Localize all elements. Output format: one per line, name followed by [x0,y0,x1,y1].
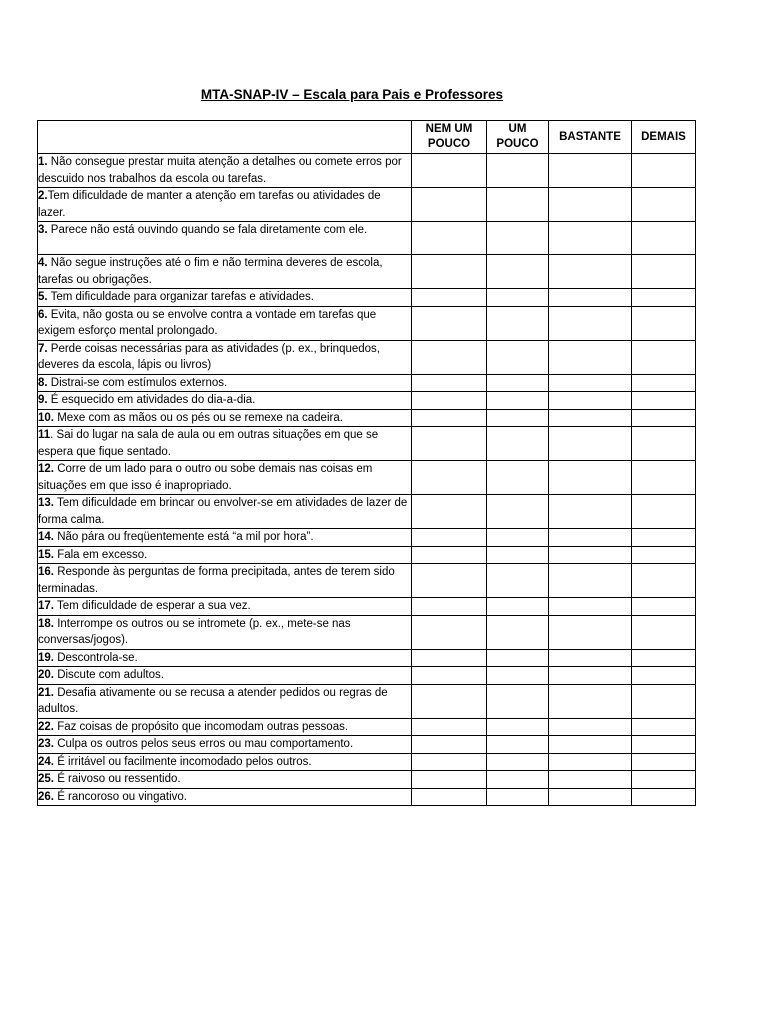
answer-cell-um-pouco[interactable] [487,546,549,564]
table-row [38,649,696,667]
answer-cell-nem-um-pouco[interactable] [412,255,487,289]
item-number: 3. [38,224,48,236]
table-row [38,374,696,392]
answer-cell-demais[interactable] [632,667,696,685]
answer-cell-um-pouco[interactable] [487,598,549,616]
table-row [38,222,696,255]
item-text [38,255,412,289]
item-text [38,154,412,188]
item-text [38,188,412,222]
answer-cell-um-pouco[interactable] [487,427,549,461]
table-row [38,546,696,564]
page-title: MTA-SNAP-IV – Escala para Pais e Professores [200,87,504,102]
column-header-nem-um-pouco [412,121,487,154]
answer-cell-um-pouco[interactable] [487,495,549,529]
item-text [38,615,412,649]
item-description: Discute com adultos. [54,669,164,681]
column-header-um-pouco [487,121,549,154]
answer-cell-nem-um-pouco[interactable] [412,788,487,806]
item-number: 10. [38,411,54,424]
item-text [38,718,412,736]
item-number: 19. [38,651,54,664]
item-number: 25. [38,773,54,785]
answer-cell-demais[interactable] [632,289,696,307]
answer-cell-bastante[interactable] [549,427,632,461]
item-number: 22. [38,720,54,733]
answer-cell-um-pouco[interactable] [487,718,549,736]
answer-cell-bastante[interactable] [549,771,632,789]
item-description: Perde coisas necessárias para as atividades (p. ex., brinquedos, deveres da escola, lápis ou livros) [38,342,380,371]
table-row [38,340,696,374]
item-text [38,529,412,547]
answer-cell-demais[interactable] [632,255,696,289]
answer-cell-nem-um-pouco[interactable] [412,753,487,771]
answer-cell-demais[interactable] [632,427,696,461]
answer-cell-bastante[interactable] [549,667,632,685]
answer-cell-demais[interactable] [632,736,696,754]
item-number: 6. [38,308,48,321]
table-row [38,289,696,307]
answer-cell-nem-um-pouco[interactable] [412,529,487,547]
answer-cell-bastante[interactable] [549,188,632,222]
answer-cell-bastante[interactable] [549,564,632,598]
answer-cell-um-pouco[interactable] [487,340,549,374]
item-description: Tem dificuldade para organizar tarefas e atividades. [47,291,314,303]
item-number: 12. [38,463,54,475]
answer-cell-nem-um-pouco[interactable] [412,222,487,255]
answer-cell-bastante[interactable] [549,392,632,410]
item-description: Evita, não gosta ou se envolve contra a vontade em tarefas que exigem esforço mental prolongado. [38,308,377,337]
answer-cell-demais[interactable] [632,188,696,222]
item-number: 7. [38,342,48,355]
answer-cell-um-pouco[interactable] [487,409,549,427]
item-number: 21. [38,686,54,699]
item-number: 4. [38,257,48,269]
item-text [38,667,412,685]
table-row [38,667,696,685]
header-line: BASTANTE [559,130,621,143]
column-header-bastante [549,121,632,154]
answer-cell-nem-um-pouco[interactable] [412,736,487,754]
item-description: É irritável ou facilmente incomodado pelos outros. [54,755,312,768]
answer-cell-demais[interactable] [632,154,696,188]
item-text [38,753,412,771]
answer-cell-demais[interactable] [632,461,696,495]
answer-cell-nem-um-pouco[interactable] [412,188,487,222]
answer-cell-um-pouco[interactable] [487,564,549,598]
answer-cell-demais[interactable] [632,546,696,564]
item-text [38,461,412,495]
answer-cell-bastante[interactable] [549,222,632,255]
answer-cell-nem-um-pouco[interactable] [412,771,487,789]
item-number: 26. [38,790,54,803]
item-number: 1. [38,156,48,168]
answer-cell-demais[interactable] [632,788,696,806]
item-text [38,222,412,255]
item-description: É raivoso ou ressentido. [54,773,181,785]
table-row [38,718,696,736]
answer-cell-demais[interactable] [632,340,696,374]
answer-cell-nem-um-pouco[interactable] [412,684,487,718]
answer-cell-demais[interactable] [632,306,696,340]
answer-cell-demais[interactable] [632,392,696,410]
answer-cell-demais[interactable] [632,409,696,427]
answer-cell-nem-um-pouco[interactable] [412,495,487,529]
answer-cell-um-pouco[interactable] [487,684,549,718]
answer-cell-demais[interactable] [632,564,696,598]
answer-cell-um-pouco[interactable] [487,374,549,392]
item-text [38,788,412,806]
item-text [38,409,412,427]
answer-cell-um-pouco[interactable] [487,771,549,789]
answer-cell-um-pouco[interactable] [487,154,549,188]
item-text [38,495,412,529]
answer-cell-bastante[interactable] [549,649,632,667]
item-text [38,392,412,410]
item-description: Desafia ativamente ou se recusa a atender pedidos ou regras de adultos. [38,686,388,715]
item-number: 9. [38,394,48,406]
item-text [38,340,412,374]
answer-cell-demais[interactable] [632,615,696,649]
header-line: UM [508,123,527,136]
item-text [38,374,412,392]
answer-cell-demais[interactable] [632,529,696,547]
table-row [38,188,696,222]
item-description: É esquecido em atividades do dia-a-dia. [47,394,256,406]
answer-cell-um-pouco[interactable] [487,615,549,649]
item-number: 14. [38,531,54,543]
item-number: 8. [38,376,48,389]
answer-cell-nem-um-pouco[interactable] [412,564,487,598]
answer-cell-um-pouco[interactable] [487,222,549,255]
answer-cell-bastante[interactable] [549,374,632,392]
column-header-demais [632,121,696,154]
answer-cell-um-pouco[interactable] [487,788,549,806]
table-row [38,495,696,529]
answer-cell-um-pouco[interactable] [487,306,549,340]
table-row [38,306,696,340]
table-row [38,598,696,616]
item-description: . Sai do lugar na sala de aula ou em outras situações em que se espera que fique sentado. [38,429,379,458]
item-description: Descontrola-se. [54,651,138,664]
item-description: Parece não está ouvindo quando se fala diretamente com ele. [47,224,368,236]
answer-cell-nem-um-pouco[interactable] [412,615,487,649]
table-row [38,771,696,789]
header-line: POUCO [496,138,539,150]
answer-cell-bastante[interactable] [549,461,632,495]
item-text [38,771,412,789]
answer-cell-nem-um-pouco[interactable] [412,392,487,410]
answer-cell-um-pouco[interactable] [487,255,549,289]
answer-cell-um-pouco[interactable] [487,753,549,771]
table-row [38,392,696,410]
answer-cell-demais[interactable] [632,649,696,667]
item-number: 15. [38,548,54,561]
item-number: 23. [38,738,54,750]
answer-cell-bastante[interactable] [549,306,632,340]
item-number: 17. [38,600,54,612]
answer-cell-um-pouco[interactable] [487,392,549,410]
answer-cell-um-pouco[interactable] [487,529,549,547]
item-text [38,564,412,598]
header-line: DEMAIS [641,130,686,143]
item-description: Corre de um lado para o outro ou sobe demais nas coisas em situações em que isso é inapropriado. [38,463,373,492]
answer-cell-bastante[interactable] [549,255,632,289]
item-number: 24. [38,755,54,768]
answer-cell-bastante[interactable] [549,598,632,616]
item-text [38,306,412,340]
item-description: Mexe com as mãos ou os pés ou se remexe na cadeira. [54,411,343,424]
item-description: Interrompe os outros ou se intromete (p. ex., mete-se nas conversas/jogos). [38,617,351,646]
answer-cell-bastante[interactable] [549,615,632,649]
header-line: NEM UM [425,123,473,136]
item-description: Fala em excesso. [54,548,148,561]
item-text [38,684,412,718]
answer-cell-um-pouco[interactable] [487,461,549,495]
table-row [38,461,696,495]
answer-cell-bastante[interactable] [549,736,632,754]
table-row [38,427,696,461]
header-row [38,121,696,154]
item-description: Tem dificuldade em brincar ou envolver-se em atividades de lazer de forma calma. [38,497,408,526]
item-text [38,289,412,307]
item-description: Culpa os outros pelos seus erros ou mau comportamento. [54,738,354,750]
answer-cell-um-pouco[interactable] [487,736,549,754]
item-number: 2. [38,190,48,202]
item-column-header [38,121,412,154]
answer-cell-nem-um-pouco[interactable] [412,427,487,461]
answer-cell-demais[interactable] [632,222,696,255]
table-row [38,564,696,598]
answer-cell-um-pouco[interactable] [487,649,549,667]
item-description: É rancoroso ou vingativo. [54,790,187,803]
item-description: Não segue instruções até o fim e não termina deveres de escola, tarefas ou obrigações. [38,257,383,286]
item-text [38,649,412,667]
item-number: 16. [38,566,54,578]
item-number: 11 [38,429,51,441]
answer-cell-bastante[interactable] [549,340,632,374]
table-row [38,409,696,427]
answer-cell-bastante[interactable] [549,529,632,547]
table-row [38,255,696,289]
table-row [38,736,696,754]
answer-cell-bastante[interactable] [549,788,632,806]
table-row [38,529,696,547]
answer-cell-demais[interactable] [632,718,696,736]
answer-cell-nem-um-pouco[interactable] [412,409,487,427]
item-description: Faz coisas de propósito que incomodam outras pessoas. [54,720,349,733]
answer-cell-nem-um-pouco[interactable] [412,667,487,685]
item-text [38,736,412,754]
answer-cell-um-pouco[interactable] [487,667,549,685]
answer-cell-nem-um-pouco[interactable] [412,340,487,374]
item-description: Distrai-se com estímulos externos. [47,376,228,389]
table-row [38,154,696,188]
answer-cell-nem-um-pouco[interactable] [412,461,487,495]
answer-cell-demais[interactable] [632,684,696,718]
answer-cell-demais[interactable] [632,598,696,616]
answer-cell-demais[interactable] [632,495,696,529]
table-row [38,615,696,649]
answer-cell-bastante[interactable] [549,409,632,427]
item-description: Tem dificuldade de esperar a sua vez. [54,600,251,612]
answer-cell-bastante[interactable] [549,495,632,529]
answer-cell-demais[interactable] [632,374,696,392]
item-description: Tem dificuldade de manter a atenção em tarefas ou atividades de lazer. [38,190,381,219]
answer-cell-demais[interactable] [632,753,696,771]
rating-scale-table [37,120,696,806]
answer-cell-nem-um-pouco[interactable] [412,306,487,340]
table-row [38,788,696,806]
answer-cell-nem-um-pouco[interactable] [412,649,487,667]
item-text [38,598,412,616]
item-description: Não pára ou freqüentemente está “a mil por hora”. [54,531,314,543]
item-text [38,427,412,461]
header-line: POUCO [427,138,471,150]
answer-cell-nem-um-pouco[interactable] [412,289,487,307]
answer-cell-bastante[interactable] [549,718,632,736]
answer-cell-bastante[interactable] [549,289,632,307]
answer-cell-um-pouco[interactable] [487,188,549,222]
item-text [38,546,412,564]
answer-cell-nem-um-pouco[interactable] [412,546,487,564]
answer-cell-um-pouco[interactable] [487,289,549,307]
answer-cell-nem-um-pouco[interactable] [412,374,487,392]
table-row [38,753,696,771]
answer-cell-demais[interactable] [632,771,696,789]
answer-cell-bastante[interactable] [549,546,632,564]
table-row [38,684,696,718]
item-number: 13. [38,497,54,509]
item-number: 18. [38,617,54,630]
item-number: 20. [38,669,54,681]
item-description: Responde às perguntas de forma precipitada, antes de terem sido terminadas. [38,566,395,595]
answer-cell-nem-um-pouco[interactable] [412,598,487,616]
answer-cell-nem-um-pouco[interactable] [412,154,487,188]
item-description: Não consegue prestar muita atenção a detalhes ou comete erros por descuido nos trabalhos da escola ou tarefas. [38,156,402,185]
answer-cell-bastante[interactable] [549,753,632,771]
item-number: 5. [38,291,48,303]
answer-cell-bastante[interactable] [549,154,632,188]
answer-cell-bastante[interactable] [549,684,632,718]
answer-cell-nem-um-pouco[interactable] [412,718,487,736]
